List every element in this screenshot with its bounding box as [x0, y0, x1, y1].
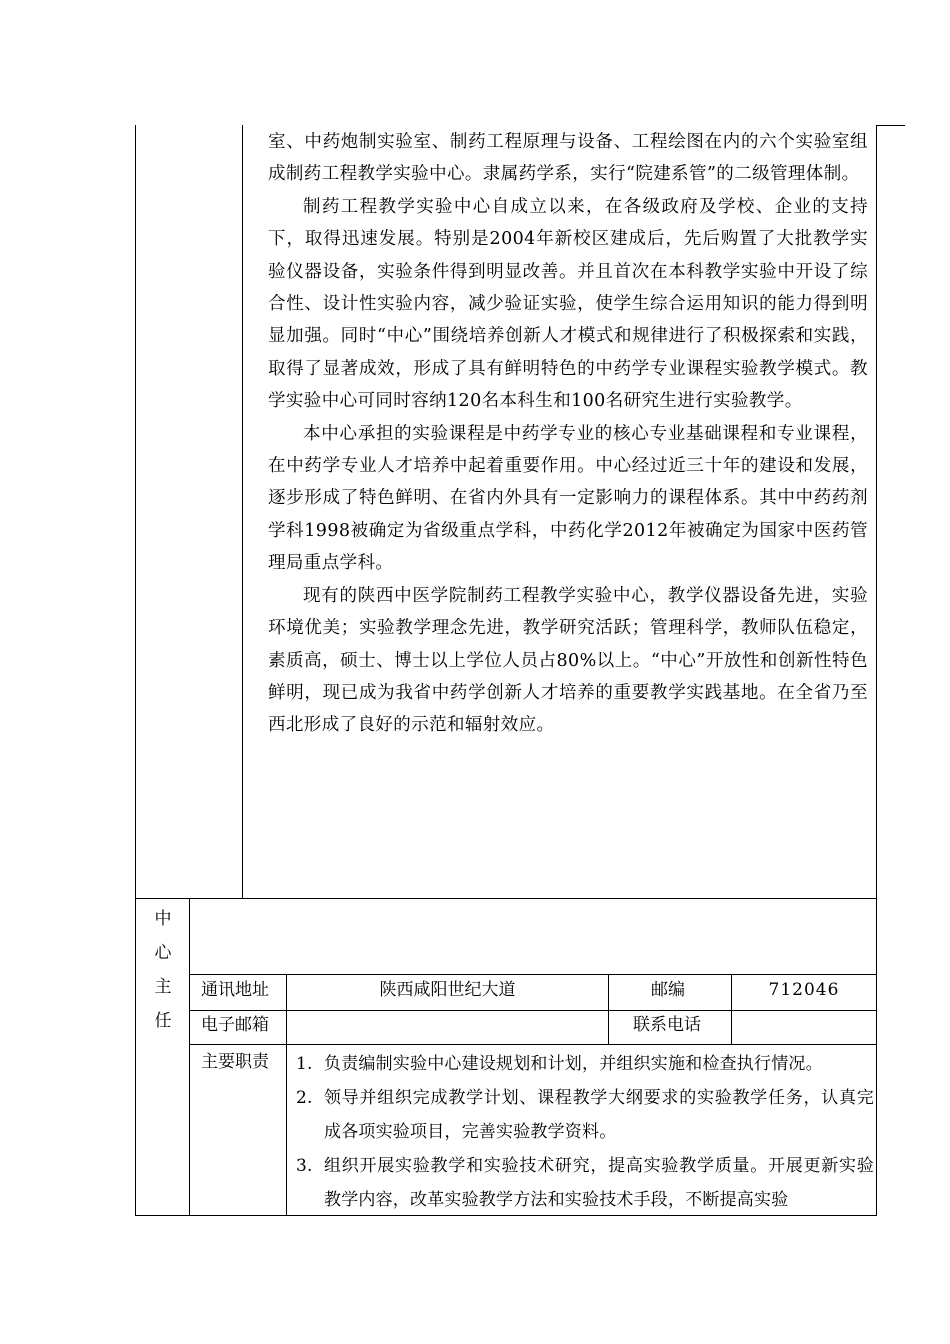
duty-text: 负责编制实验中心建设规划和计划，并组织实施和检查执行情况。: [324, 1054, 823, 1074]
intro-label-divider: [242, 125, 243, 898]
duty-number: 1.: [296, 1054, 313, 1074]
director-label-divider: [189, 898, 190, 1216]
table-top-border: [877, 125, 905, 126]
table-left-border: [135, 125, 136, 1216]
duty-number: 3.: [296, 1156, 313, 1176]
postcode-label: 邮编: [651, 980, 685, 1000]
intro-text: [268, 126, 868, 742]
phone-label: 联系电话: [633, 1015, 701, 1035]
duty-item: [296, 1047, 874, 1081]
intro-paragraph-2: 制药工程教学实验中心自成立以来，在各级政府及学校、企业的支持下，取得迅速发展。特别是2004年新校区建成后，先后购置了大批教学实验仪器设备，实验条件得到明显改善。并且首次在本科教学实验中开设了综合性、设计性实验内容，减少验证实验，使学生综合运用知识的能力得到明显加强。同时“中心”围绕培养创新人才模式和规律进行了积极探索和实践，取得了显著成效，形成了具有鲜明特色的中药学专业课程实验教学模式。教学实验中心可同时容纳120名本科生和100名研究生进行实验教学。: [268, 196, 868, 412]
value-col-divider: [608, 974, 609, 1044]
address-label: 通讯地址: [201, 980, 269, 1000]
address-row-top: [189, 974, 877, 975]
label-col-divider: [286, 974, 287, 1216]
intro-paragraph-4: 现有的陕西中医学院制药工程教学实验中心，教学仪器设备先进，实验环境优美；实验教学理念先进，教学研究活跃；管理科学，教师队伍稳定，素质高，硕士、博士以上学位人员占80%以上。“中心”开放性和创新性特色鲜明，现已成为我省中药学创新人才培养的重要教学实践基地。在全省乃至西北形成了良好的示范和辐射效应。: [268, 585, 868, 736]
intro-paragraph-3: 本中心承担的实验课程是中药学专业的核心专业基础课程和专业课程，在中药学专业人才培养中起着重要作用。中心经过近三十年的建设和发展，逐步形成了特色鲜明、在省内外具有一定影响力的课程体系。其中中药药剂学科1998被确定为省级重点学科，中药化学2012年被确定为国家中医药管理局重点学科。: [268, 423, 868, 574]
duties-list: [296, 1047, 874, 1217]
intro-bottom-border: [135, 898, 877, 899]
email-row-top: [189, 1010, 877, 1011]
table-right-border: [876, 125, 877, 1216]
address-value: 陕西咸阳世纪大道: [379, 980, 516, 1000]
duties-label: 主要职责: [201, 1052, 269, 1072]
duty-number: 2.: [296, 1088, 313, 1108]
intro-paragraph-1: 室、中药炮制实验室、制药工程原理与设备、工程绘图在内的六个实验室组成制药工程教学实验中心。隶属药学系，实行“院建系管”的二级管理体制。: [268, 132, 868, 185]
duty-text: 组织开展实验教学和实验技术研究，提高实验教学质量。开展更新实验教学内容，改革实验教学方法和实验技术手段，不断提高实验: [324, 1156, 874, 1210]
duty-text: 领导并组织完成教学计划、课程教学大纲要求的实验教学任务，认真完成各项实验项目，完善实验教学资料。: [324, 1088, 874, 1142]
duties-row-top: [189, 1044, 877, 1045]
email-label: 电子邮箱: [201, 1015, 269, 1035]
director-section-label: 中心主任: [154, 909, 172, 1031]
duty-item: [296, 1149, 874, 1217]
duty-item: [296, 1081, 874, 1149]
postcode-value: 712046: [768, 980, 840, 1000]
